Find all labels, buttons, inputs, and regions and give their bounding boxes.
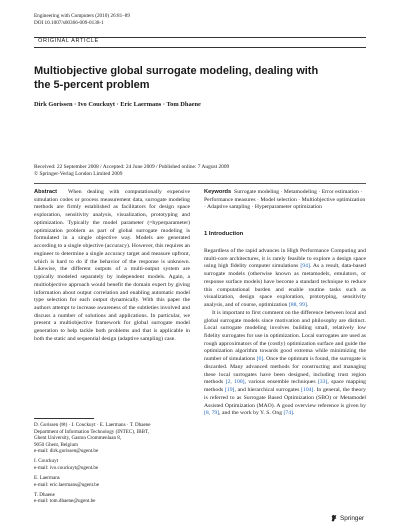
abstract-section: [34, 189, 190, 344]
author-footnotes: [34, 422, 190, 508]
citation-link[interactable]: [19]: [224, 387, 235, 394]
intro-text: .: [292, 410, 295, 417]
footnote-divider: [34, 418, 94, 419]
intro-text: .: [306, 302, 309, 309]
doi: DOI 10.1007/s00366-009-0138-1: [34, 19, 104, 26]
affiliation-line: Ghent University, Gaston Crommenlaan 8,: [34, 435, 122, 442]
article-type-label: ORIGINAL ARTICLE: [38, 38, 99, 44]
contact-name: T. Dhaene: [34, 491, 55, 498]
affiliation-line: 9050 Ghent, Belgium: [34, 441, 79, 448]
intro-paragraph-1: [204, 248, 366, 310]
intro-text: . Once the optimum is found, the surrogate is discarded. Many advanced methods for constructing and managing these local surrogates have been designed, including trust region methods: [204, 356, 366, 386]
abstract-label: Abstract: [34, 189, 58, 195]
citation-link[interactable]: [94]: [300, 263, 310, 270]
intro-text: It is important to first comment on the difference between local and global surrogate models since motivation and philosophy are distinct. Local surrogate modeling involves building small, relatively low fidelity surrogates for use in optimization. Local surrogates are used as rough approximators of the (costly) optimization surface and guide the optimization algorithm towards good extrema while minimizing the number of simulations: [204, 309, 366, 363]
journal-citation: Engineering with Computers (2010) 26:81–89: [34, 13, 130, 19]
paper-title: Multiobjective global surrogate modeling, dealing with the 5-percent problem: [34, 65, 319, 91]
intro-text: . As a result, data-based surrogate models (otherwise known as metamodels, emulators, or response surface models) have become a standard technique to reduce this computational burden and enable routine tasks such as visualization, design space exploration, prototyping, sensitivity analysis, and of course, optimization: [204, 263, 366, 309]
keywords-label: Keywords: [204, 189, 232, 195]
intro-text: , and hierarchical surrogates: [234, 387, 302, 394]
affiliation-block: [34, 422, 190, 455]
contact-block: [34, 475, 190, 488]
author-email[interactable]: e-mail: dirk.gorissen@ugent.be: [34, 448, 99, 455]
intro-text: , various ensemble techniques: [244, 379, 318, 386]
intro-text: , space mapping methods: [204, 379, 367, 394]
contact-email[interactable]: e-mail: tom.dhaene@ugent.be: [34, 498, 96, 505]
section-divider: [34, 183, 366, 184]
contact-email[interactable]: e-mail: eric.laermans@ugent.be: [34, 481, 100, 488]
date-history: Received: 22 September 2008 / Accepted: 24 June 2009 / Published online: 7 August 2009: [34, 164, 230, 170]
abstract-text: When dealing with computationally expensive simulation codes or process measurement data, surrogate modeling methods are firmly established as facilitators for design space exploration, sensitivity analysis, visualization, prototyping and optimization. Typically the model parameter (=hyperparameter) optimization problem as part of global surrogate modeling is formulated in a single objective way. Models are generated according to a single objective (accuracy). However, this requires an engineer to determine a single accuracy target and measure upfront, which is hard to do if the behavior of the response is unknown. Likewise, the different outputs of a multi-output system are typically modeled separately by independent models. Again, a multiobjective approach would benefit the domain expert by giving information about output correlation and enabling automatic model type selection for each output dynamically. With this paper the authors attempt to increase awareness of the subtleties involved and discuss a number of solutions and applications. In particular, we present a multiobjective framework for global surrogate model generation to help tackle both problems and that is applicable in both the static and sequential design (adaptive sampling) case.: [34, 189, 191, 342]
contact-name: I. Couckuyt: [34, 458, 59, 465]
publication-dates: [34, 164, 229, 178]
keywords-text: Surrogate modeling · Metamodeling · Error estimation · Performance measures · Model selection · Multiobjective optimization · Adaptive sampling · Hyperparameter optimization: [204, 189, 366, 211]
author-list: Dirk Gorissen · Ivo Couckuyt · Eric Laermans · Tom Dhaene: [34, 101, 201, 108]
intro-text: . In general, the theory is referred to as Surrogate Based Optimization (SBO) or Metamodel Assisted Optimization (MAO). A good overview reference is given by: [204, 387, 366, 409]
publisher-name: Springer: [340, 514, 365, 522]
affiliation-line: D. Gorissen (✉) · I. Couckuyt · E. Laermans · T. Dhaene: [34, 422, 151, 428]
contact-block: [34, 458, 190, 471]
citation-link[interactable]: [88, 99]: [288, 302, 307, 309]
citation-link[interactable]: [104]: [301, 387, 314, 394]
abstract-paragraph: [34, 189, 190, 344]
right-column: [204, 189, 366, 418]
citation-link[interactable]: [2, 100]: [225, 379, 245, 386]
publisher-mark: [330, 514, 364, 522]
section-heading-introduction: 1 Introduction: [204, 231, 244, 238]
citation-link[interactable]: [33]: [317, 379, 328, 386]
contact-block: [34, 492, 190, 505]
citation-link[interactable]: [8, 79]: [204, 410, 220, 417]
affiliation-line: Department of Information Technology (INTEC), IBBT,: [34, 428, 150, 435]
journal-header: [34, 13, 130, 26]
citation-link[interactable]: [74]: [283, 410, 293, 417]
intro-text: Regardless of the rapid advances in High Performance Computing and multi-core architectures, it is rarely feasible to explore a design space using high fidelity computer simulations: [204, 247, 366, 270]
keywords-paragraph: [204, 189, 366, 212]
intro-paragraph-2: [204, 310, 366, 418]
contact-email[interactable]: e-mail: ivo.couckuyt@ugent.be: [34, 464, 99, 471]
contact-name: E. Laermans: [34, 474, 60, 481]
copyright-notice: © Springer-Verlag London Limited 2009: [34, 171, 123, 178]
intro-text: , and the work by Y. S. Ong: [219, 410, 284, 417]
citation-link[interactable]: [6]: [256, 356, 264, 363]
springer-horse-icon: [330, 514, 338, 522]
